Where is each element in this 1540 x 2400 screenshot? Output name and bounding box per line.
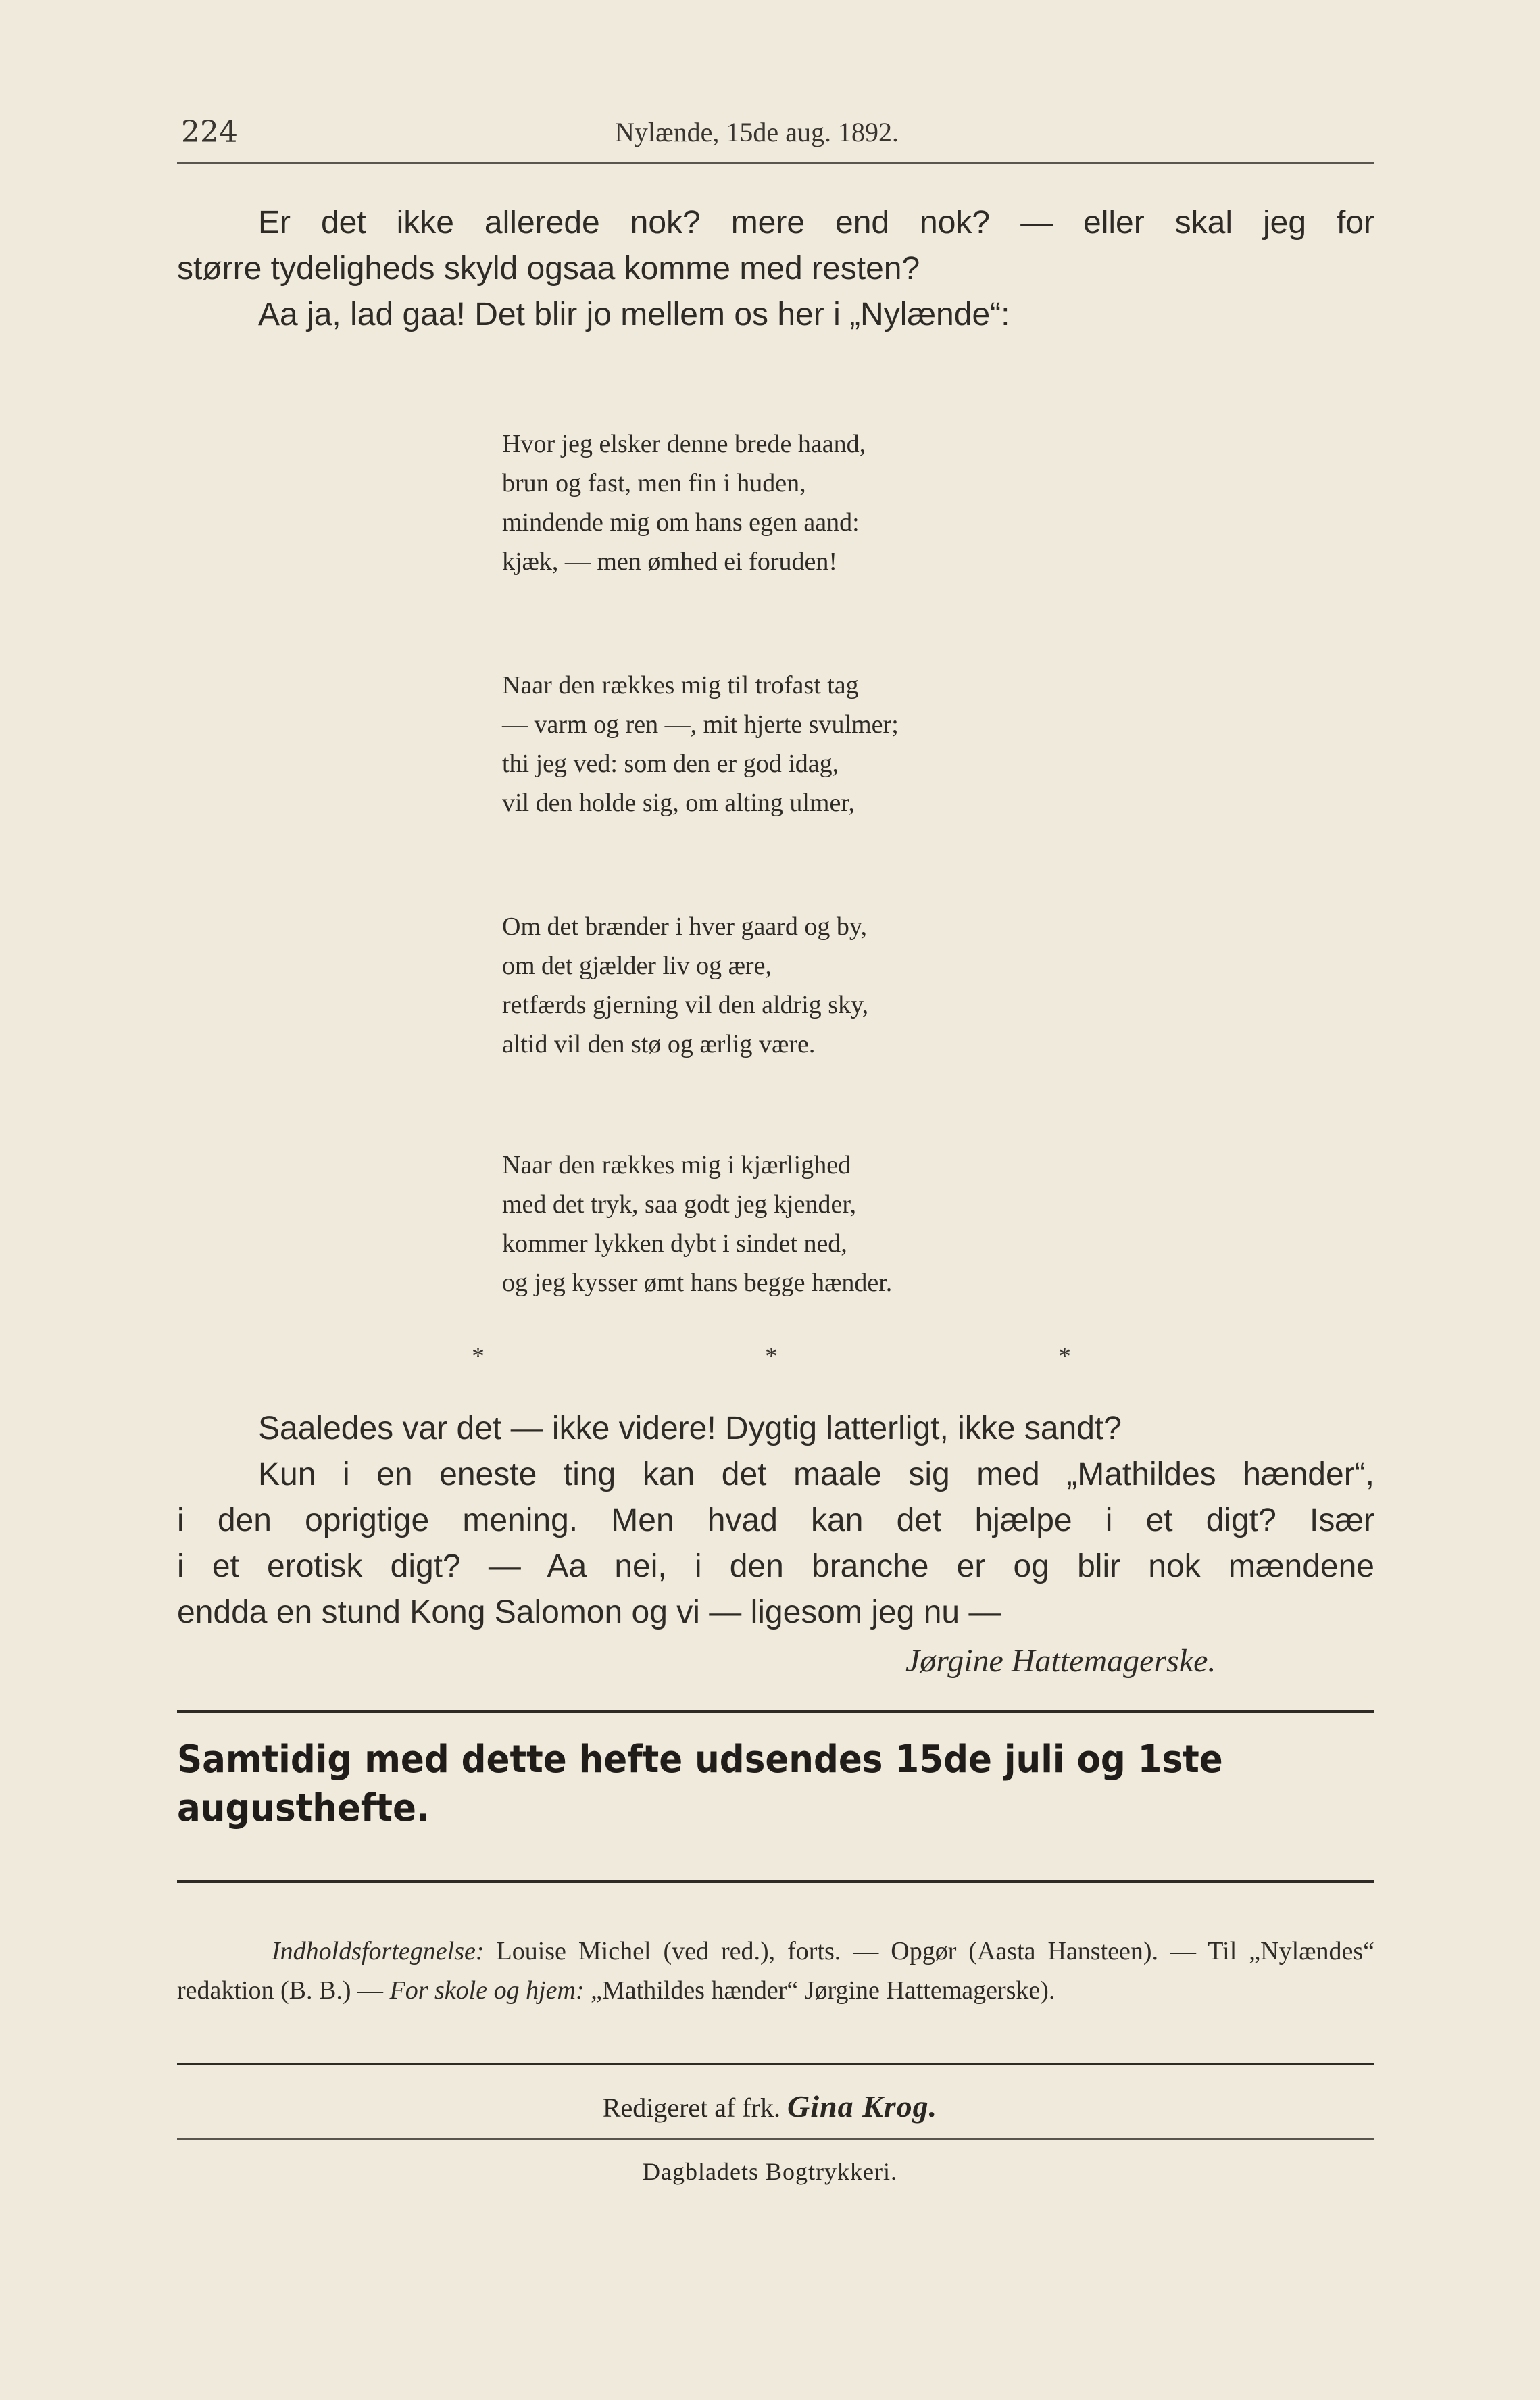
poem-line: med det tryk, saa godt jeg kjender, <box>502 1190 856 1219</box>
notice: Samtidig med dette hefte udsendes 15de juli og 1ste augusthefte. <box>177 1738 1223 1830</box>
poem-line: retfærds gjerning vil den aldrig sky, <box>502 991 869 1019</box>
closing-line-3: i den oprigtige mening. Men hvad kan det hjælpe i et digt? Især <box>177 1502 1374 1538</box>
poem-line: Hvor jeg elsker denne brede haand, <box>502 430 866 458</box>
separator-asterisk: * <box>765 1342 778 1371</box>
signature: Jørgine Hattemagerske. <box>905 1643 1216 1679</box>
contents-entry: Jørgine Hattemagerske). <box>804 1976 1055 2005</box>
poem-line: Naar den rækkes mig til trofast tag <box>502 671 859 700</box>
poem-line: altid vil den stø og ærlig være. <box>502 1030 816 1058</box>
poem-stanza-1 <box>502 424 1110 581</box>
contents-label: Indholdsfortegnelse: <box>272 1937 485 1965</box>
poem <box>502 424 1110 581</box>
poem-stanza-2 <box>502 666 1110 823</box>
editor-name: Gina Krog. <box>787 2089 938 2124</box>
poem-line: — varm og ren —, mit hjerte svulmer; <box>502 710 899 739</box>
editor-rule-top <box>177 2063 1374 2065</box>
closing-line-2: Kun i en eneste ting kan det maale sig med „Mathildes hænder“, <box>258 1456 1374 1492</box>
page-number: 224 <box>181 115 238 149</box>
table-of-contents <box>177 1932 1374 2010</box>
poem-line: thi jeg ved: som den er god idag, <box>502 750 839 778</box>
closing-line-4: i et erotisk digt? — Aa nei, i den branche er og blir nok mændene <box>177 1548 1374 1584</box>
poem-line: kjæk, — men ømhed ei foruden! <box>502 547 838 576</box>
header-rule <box>177 162 1374 164</box>
poem-line: brun og fast, men fin i huden, <box>502 469 806 497</box>
poem-line: om det gjælder liv og ære, <box>502 952 772 980</box>
poem-line: Om det brænder i hver gaard og by, <box>502 912 867 941</box>
intro-line-1: Er det ikke allerede nok? mere end nok? — eller skal jeg for <box>258 205 1374 241</box>
contents-entry: „Mathildes hænder“ <box>591 1976 799 2005</box>
intro-paragraph <box>177 200 1374 338</box>
intro-line-2: større tydeligheds skyld ogsaa komme med resten? <box>177 251 920 287</box>
poem-line: mindende mig om hans egen aand: <box>502 508 860 537</box>
poem-stanza-3 <box>502 907 1110 1064</box>
contents-rule-top <box>177 1880 1374 1883</box>
poem-line: og jeg kysser ømt hans begge hænder. <box>502 1269 893 1297</box>
closing-paragraph <box>177 1406 1374 1636</box>
contents-entry: — Til „Nylændes“ redaktion (B. B.) — <box>177 1937 1375 2005</box>
closing-line-5: endda en stund Kong Salomon og vi — ligesom jeg nu — <box>177 1594 1001 1630</box>
poem-line: kommer lykken dybt i sindet ned, <box>502 1229 847 1258</box>
separator-asterisk: * <box>472 1342 485 1371</box>
contents-entry: Louise Michel (ved red.), forts. — Opgør (Aasta Hansteen). <box>496 1937 1159 1965</box>
running-title: Nylænde, 15de aug. 1892. <box>615 117 899 147</box>
poem-line: vil den holde sig, om alting ulmer, <box>502 789 855 817</box>
poem-stanza-4 <box>502 1146 1110 1302</box>
contents-entry-italic: For skole og hjem: <box>389 1976 585 2005</box>
printer: Dagbladets Bogtrykkeri. <box>643 2158 897 2185</box>
editor-prefix: Redigeret af frk. <box>602 2092 781 2123</box>
printer-rule <box>177 2138 1374 2140</box>
closing-line-1: Saaledes var det — ikke videre! Dygtig latterligt, ikke sandt? <box>258 1411 1122 1446</box>
intro-line-3: Aa ja, lad gaa! Det blir jo mellem os her i „Nylænde“: <box>258 297 1010 333</box>
poem-line: Naar den rækkes mig i kjærlighed <box>502 1151 851 1179</box>
notice-rule-top <box>177 1710 1374 1713</box>
editor-line <box>0 2088 1540 2124</box>
separator-asterisk: * <box>1058 1342 1071 1371</box>
